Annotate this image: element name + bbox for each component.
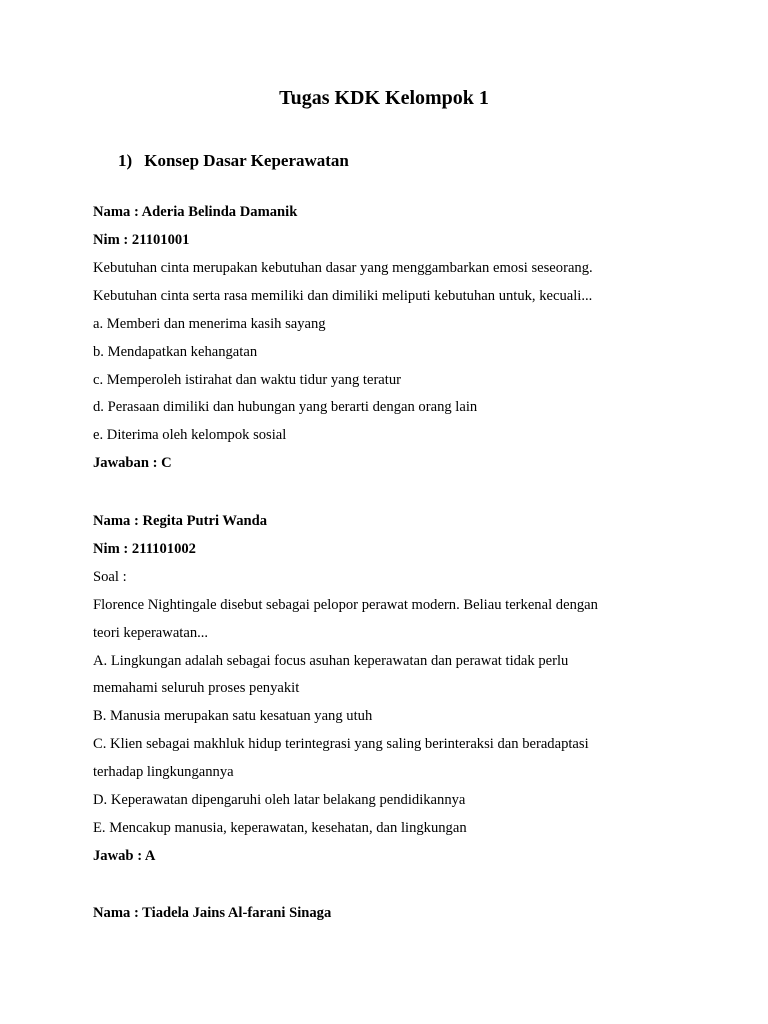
entry2-option-a-line1: A. Lingkungan adalah sebagai focus asuhan keperawatan dan perawat tidak perlu xyxy=(93,653,569,669)
entry2-option-a-line2: memahami seluruh proses penyakit xyxy=(93,680,300,696)
entry2-option-b: B. Manusia merupakan satu kesatuan yang utuh xyxy=(93,708,373,724)
entry1-name: Nama : Aderia Belinda Damanik xyxy=(93,204,298,220)
entry2-nim: Nim : 211101002 xyxy=(93,541,196,557)
entry2-option-c-line2: terhadap lingkungannya xyxy=(93,764,234,780)
entry1-option: a. Memberi dan menerima kasih sayang xyxy=(93,316,326,332)
entry2-soal-label: Soal : xyxy=(93,569,127,585)
entry2-question-line2: teori keperawatan... xyxy=(93,625,209,641)
entry2-name: Nama : Regita Putri Wanda xyxy=(93,513,268,529)
entry2-option-e: E. Mencakup manusia, keperawatan, kesehatan, dan lingkungan xyxy=(93,820,467,836)
entry1-option: e. Diterima oleh kelompok sosial xyxy=(93,427,287,443)
entry1-option: c. Memperoleh istirahat dan waktu tidur yang teratur xyxy=(93,372,401,388)
entry2-question-line1: Florence Nightingale disebut sebagai pelopor perawat modern. Beliau terkenal dengan xyxy=(93,597,598,613)
entry2-option-d: D. Keperawatan dipengaruhi oleh latar belakang pendidikannya xyxy=(93,792,466,808)
entry3-name: Nama : Tiadela Jains Al-farani Sinaga xyxy=(93,905,332,921)
section-title: Konsep Dasar Keperawatan xyxy=(144,151,349,170)
entry1-nim: Nim : 21101001 xyxy=(93,232,190,248)
entry2-option-c-line1: C. Klien sebagai makhluk hidup terintegrasi yang saling berinteraksi dan beradaptasi xyxy=(93,736,589,752)
entry1-answer: Jawaban : C xyxy=(93,455,172,471)
entry1-option: b. Mendapatkan kehangatan xyxy=(93,344,258,360)
entry1-option: d. Perasaan dimiliki dan hubungan yang berarti dengan orang lain xyxy=(93,399,478,415)
section-heading xyxy=(118,150,349,172)
document-title: Tugas KDK Kelompok 1 xyxy=(279,87,489,109)
entry1-question-line1: Kebutuhan cinta merupakan kebutuhan dasar yang menggambarkan emosi seseorang. xyxy=(93,260,593,276)
entry2-answer: Jawab : A xyxy=(93,848,156,864)
entry1-question-line2: Kebutuhan cinta serta rasa memiliki dan dimiliki meliputi kebutuhan untuk, kecuali... xyxy=(93,288,593,304)
section-number: 1) xyxy=(118,151,133,170)
